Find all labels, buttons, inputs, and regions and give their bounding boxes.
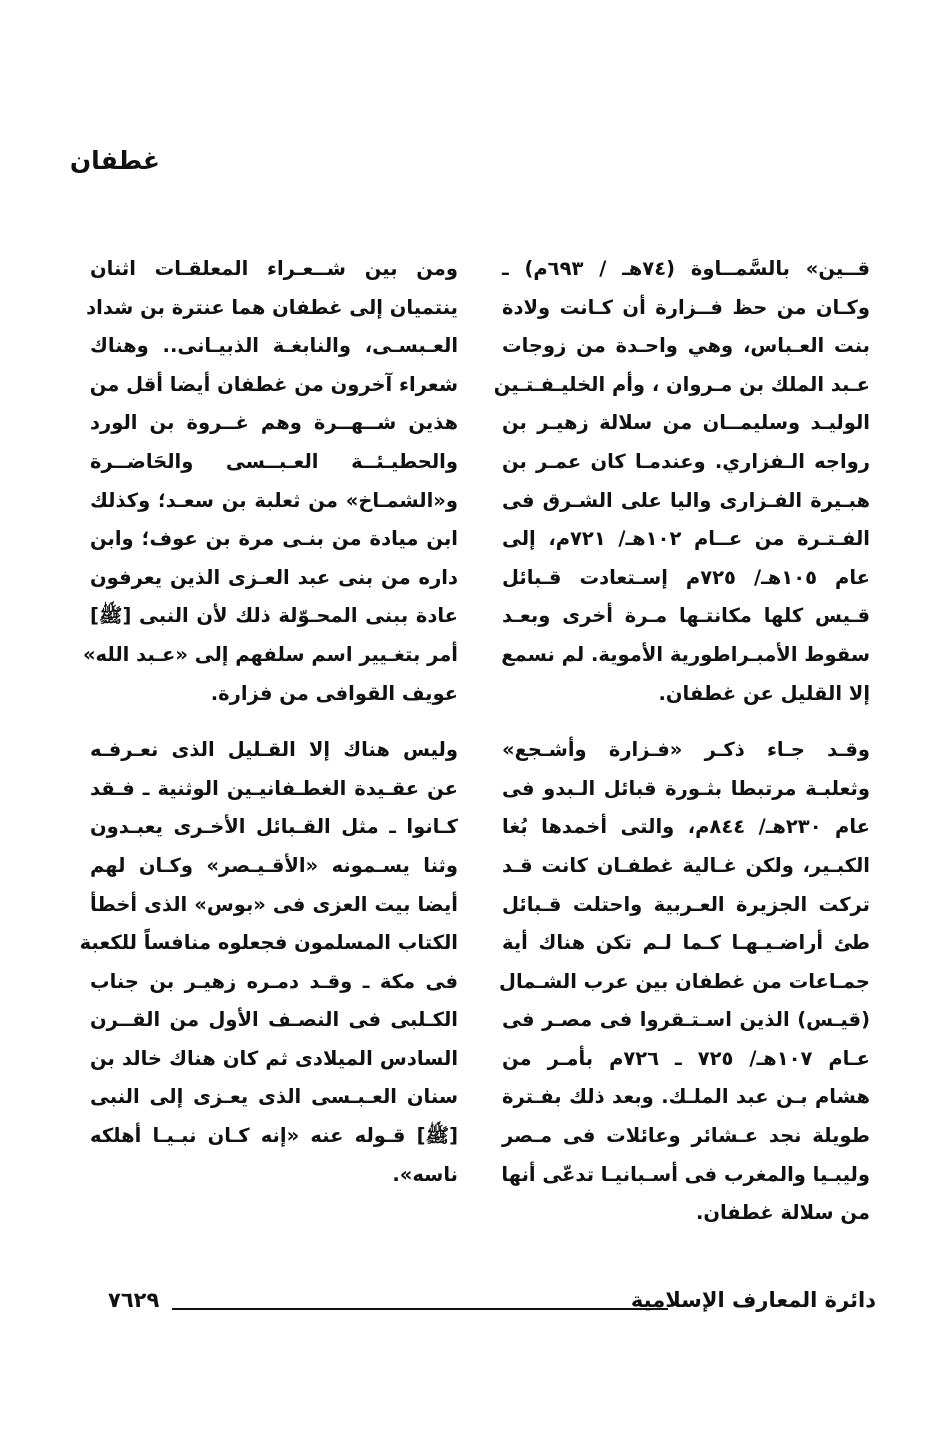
text-line: الفـتـرة من عــام ١٠٢هـ/ ٧٢١م، إلى xyxy=(502,527,870,551)
text-line: عام ٢٣٠هـ/ ٨٤٤م، والتى أخمدها بُغا xyxy=(502,815,870,839)
text-line: هذين شــهــرة وهم غــروة بن الورد xyxy=(90,411,458,435)
text-line: عن عقـيدة الغطـفانيـين الوثنية ـ فـقد xyxy=(90,776,458,800)
text-line: والحطيـئــة العـبــسى والحَاضــرة xyxy=(90,449,458,473)
text-line: تركت الجزيرة العـربية واحتلت قـبائل xyxy=(502,892,870,916)
paragraph xyxy=(79,731,458,1194)
text-line: داره من بنى عبد العـزى الذين يعرفون xyxy=(90,565,458,589)
text-line: بنت العـباس، وهي واحـدة من زوجات xyxy=(502,334,870,358)
page-number: ٧٦٢٩ xyxy=(108,1288,160,1312)
page-section-title: غطفان xyxy=(69,146,160,175)
text-line: الوليـد وسليمــان من سلالة زهيـر بن xyxy=(502,411,870,435)
text-line: ناسه». xyxy=(392,1162,458,1186)
text-line: قــين» بالسَّمــاوة (٧٤هـ / ٦٩٣م) ـ xyxy=(502,257,870,280)
publication-title: دائرة المعارف الإسلامية xyxy=(630,1288,876,1312)
text-line: الكبـير، ولكن غـالية غطفـان كانت قـد xyxy=(502,853,870,877)
text-line: عـبد الملك بن مـروان ، وأم الخليـفـتـين xyxy=(493,372,870,396)
text-line: هشام بـن عبد الملـك. وبعد ذلك بفـترة xyxy=(502,1085,870,1109)
text-line: أيضا بيت العزى فى «بوس» الذى أخطأ xyxy=(90,892,458,916)
text-line: العـبسـى، والنابغـة الذبيـانى.. وهناك xyxy=(90,334,458,358)
text-line: عادة ببنى المحـوّلة ذلك لأن النبى [ﷺ] xyxy=(90,604,458,628)
text-line: و«الشمـاخ» من ثعلبة بن سعـد؛ وكذلك xyxy=(90,488,458,512)
text-line: سنان العـبـسى الذى يعـزى إلى النبى xyxy=(90,1085,458,1109)
text-line: وكـان من حظ فــزارة أن كـانت ولادة xyxy=(502,295,870,319)
text-line: شعراء آخرون من غطفان أيضا أقل من xyxy=(89,372,458,396)
text-line: وقـد جـاء ذكـر «فـزارة وأشـجع» xyxy=(502,738,870,762)
page-footer xyxy=(108,1288,876,1324)
text-line: وثنا يسـمونه «الأقـيـصر» وكـان لهم xyxy=(90,853,458,877)
text-line: إلا القليل عن غطفان. xyxy=(658,681,870,705)
text-line: ابن ميادة من بنـى مرة بن عوف؛ وابن xyxy=(90,527,458,551)
text-line: الكـلبى فى النصـف الأول من القــرن xyxy=(90,1008,458,1032)
paragraph-spacer xyxy=(90,713,458,731)
paragraph xyxy=(82,250,458,713)
left-column xyxy=(79,250,458,1194)
text-line: من سلالة غطفان. xyxy=(695,1201,870,1225)
paragraph xyxy=(493,250,870,713)
text-line: السادس الميلادى ثم كان هناك خالد بن xyxy=(90,1046,458,1070)
paragraph xyxy=(499,731,870,1233)
text-line: [ﷺ] قـوله عنه «إنه كـان نبـيـا أهلكه xyxy=(90,1124,458,1148)
text-line: وليبـيا والمغرب فى أسـبانيـا تدعّى أنها xyxy=(501,1162,870,1186)
text-line: فى مكة ـ وقـد دمـره زهيـر بن جناب xyxy=(90,969,458,993)
text-line: طئ أراضـيـهـا كـما لـم تكن هناك أية xyxy=(502,931,870,955)
paragraph-spacer xyxy=(502,713,870,731)
right-column xyxy=(493,250,870,1233)
text-line: رواجه الـفزاري. وعندمـا كان عمـر بن xyxy=(502,449,870,473)
text-line: هبـيرة الفـزارى واليا على الشـرق فى xyxy=(502,488,870,512)
text-line: وليس هناك إلا القـليل الذى نعـرفـه xyxy=(90,738,458,762)
text-line: قـيس كلها مكانتـها مـرة أخرى وبعـد xyxy=(502,604,870,628)
text-line: كـانوا ـ مثل القـبائل الأخـرى يعبـدون xyxy=(90,815,458,839)
text-line: أمر بتغـيير اسم سلفهم إلى «عـبد الله» xyxy=(82,642,458,666)
footer-rule xyxy=(172,1308,668,1310)
text-line: وثعلبـة مرتبطا بثـورة قبائل الـبدو فى xyxy=(502,776,870,800)
text-line: عام ١٠٥هـ/ ٧٢٥م إسـتعادت قـبائل xyxy=(502,565,870,589)
text-line: سقوط الأمبـراطورية الأموية. لم نسمع xyxy=(501,642,870,666)
text-line: طويلة نجد عـشائر وعائلات فى مـصر xyxy=(502,1124,870,1148)
text-line: الكتاب المسلمون فجعلوه منافساً للكعبة xyxy=(79,931,458,955)
text-line: (قيـس) الذين اسـتـقروا فى مصـر فى xyxy=(502,1008,870,1032)
text-line: ينتميان إلى غطفان هما عنترة بن شداد xyxy=(86,295,458,319)
text-line: عويف القوافى من فزارة. xyxy=(210,681,458,705)
text-line: عـام ١٠٧هـ/ ٧٢٥ ـ ٧٢٦م بأمـر من xyxy=(502,1046,870,1070)
text-line: جمـاعات من غطفان بين عرب الشـمال xyxy=(499,969,870,993)
text-line: ومن بين شــعـراء المعلقـات اثنان xyxy=(90,257,458,280)
